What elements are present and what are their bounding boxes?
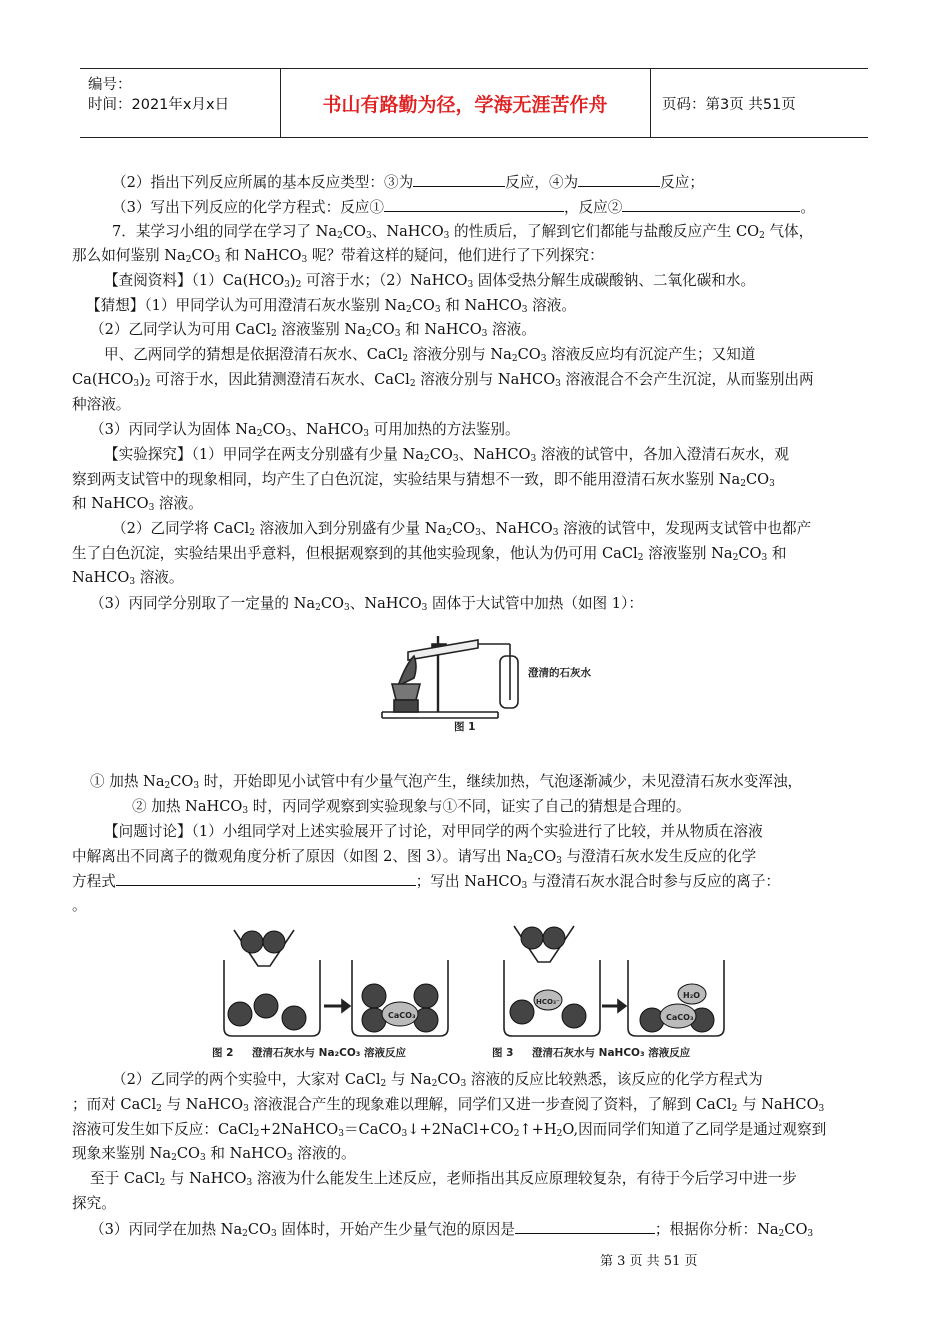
- answer-blank[interactable]: [116, 871, 416, 886]
- text-line: ；而对 CaCl$_2$ 与 NaHCO$_3$ 溶液混合产生的现象难以理解，同学们又进一步查阅了资料，了解到 CaCl$_2$ 与 NaHCO$_3$: [72, 1096, 825, 1114]
- answer-blank[interactable]: [578, 172, 660, 187]
- text-line: 。: [72, 897, 87, 914]
- header-id: 编号：: [88, 77, 132, 93]
- text-line: 至于 CaCl$_2$ 与 NaHCO$_3$ 溶液为什么能发生上述反应，老师指出其反应原理较复杂，有待于今后学习中进一步: [90, 1170, 797, 1188]
- answer-blank[interactable]: [622, 197, 800, 212]
- figure-1-caption: 图 1: [454, 721, 476, 733]
- text-line: （3）丙同学分别取了一定量的 $Na_2CO_3$、NaHCO$_3$ 固体于大试管中加热（如图 1）：: [90, 595, 643, 613]
- text-line: （2）乙同学的两个实验中，大家对 CaCl$_2$ 与 $Na_2CO_3$ 溶液的反应比较熟悉，该反应的化学方程式为: [112, 1071, 763, 1089]
- text-line: $Ca(HCO_3)_2$ 可溶于水，因此猜测澄清石灰水、CaCl$_2$ 溶液分别与 NaHCO$_3$ 溶液混合不会产生沉淀，从而鉴别出两: [72, 371, 814, 389]
- answer-blank[interactable]: [515, 1219, 655, 1234]
- figure-2-microscopic: [212, 920, 472, 1060]
- figure-2-title: 澄清石灰水与 Na₂CO₃ 溶液反应: [252, 1047, 407, 1059]
- answer-blank[interactable]: [384, 197, 564, 212]
- text-line: 【问题讨论】（1）小组同学对上述实验展开了讨论，对甲同学的两个实验进行了比较，并从物质在溶液: [104, 823, 763, 840]
- figure-1-label: 澄清的石灰水: [528, 667, 591, 679]
- text-line: 和 NaHCO$_3$ 溶液。: [72, 495, 203, 513]
- text-line: 7．某学习小组的同学在学习了 $Na_2CO_3$、NaHCO$_3$ 的性质后，了解到它们都能与盐酸反应产生 $CO_2$ 气体，: [112, 223, 814, 241]
- header-meta: [80, 69, 281, 137]
- text-line: NaHCO$_3$ 溶液。: [72, 569, 184, 587]
- text-line: ① 加热 $Na_2CO_3$ 时，开始即见小试管中有少量气泡产生，继续加热，气泡逐渐减少，未见澄清石灰水变浑浊，: [90, 773, 803, 791]
- text-line: （2）乙同学认为可用 CaCl$_2$ 溶液鉴别 $Na_2CO_3$ 和 NaHCO$_3$ 溶液。: [90, 321, 536, 339]
- text-line: 那么如何鉴别 $Na_2CO_3$ 和 NaHCO$_3$ 呢？带着这样的疑问，他们进行了下列探究：: [72, 247, 604, 265]
- text-line: （3）丙同学认为固体 $Na_2CO_3$、NaHCO$_3$ 可用加热的方法鉴别。: [90, 421, 520, 439]
- page-footer: 第 3 页 共 51 页: [600, 1254, 698, 1269]
- text-line: （2）指出下列反应所属的基本反应类型：③为 反应，④为 反应；: [112, 174, 704, 191]
- header-motto: 书山有路勤为径，学海无涯苦作舟: [280, 69, 651, 137]
- particle-label: CaCO₃: [388, 1011, 416, 1020]
- text-line: （3）写出下列反应的化学方程式：反应① ，反应② 。: [112, 199, 815, 216]
- text-line: 种溶液。: [72, 396, 131, 413]
- figure-1-apparatus: [378, 626, 591, 734]
- figure-3-microscopic: [492, 920, 748, 1060]
- particle-label: H₂O: [683, 991, 700, 1000]
- text-line: 溶液可发生如下反应：$CaCl_2+2NaHCO_3=CaCO_3↓+2NaCl+CO_2↑+H_2O$,因而同学们知道了乙同学是通过观察到: [72, 1121, 827, 1139]
- text-line: ② 加热 NaHCO$_3$ 时，丙同学观察到实验现象与①不同，证实了自己的猜想是合理的。: [132, 798, 691, 816]
- text-line: 方程式 ；写出 NaHCO$_3$ 与澄清石灰水混合时参与反应的离子：: [72, 873, 781, 891]
- text-line: （3）丙同学在加热 $Na_2CO_3$ 固体时，开始产生少量气泡的原因是 ；根据你分析：$Na_2CO_3$: [90, 1221, 814, 1239]
- figure-3-title: 澄清石灰水与 NaHCO₃ 溶液反应: [532, 1047, 691, 1059]
- particle-label: HCO₃⁻: [536, 998, 560, 1006]
- text-line: 【查阅资料】$(1)Ca(HCO_3)_2$ 可溶于水；（2）NaHCO$_3$ 固体受热分解生成碳酸钠、二氧化碳和水。: [104, 272, 756, 290]
- figure-2-caption: 图 2: [212, 1047, 234, 1059]
- text-line: 察到两支试管中的现象相同，均产生了白色沉淀，实验结果与猜想不一致，即不能用澄清石灰水鉴别 $Na_2CO_3$: [72, 471, 775, 489]
- text-line: 【实验探究】（1）甲同学在两支分别盛有少量 $Na_2CO_3$、NaHCO$_3$ 溶液的试管中，各加入澄清石灰水，观: [104, 446, 789, 464]
- text-line: （2）乙同学将 CaCl$_2$ 溶液加入到分别盛有少量 $Na_2CO_3$、NaHCO$_3$ 溶液的试管中，发现两支试管中也都产: [112, 520, 812, 538]
- header-time: 时间：2021年x月x日: [88, 97, 230, 113]
- header-page: 页码：第3页 共51页: [662, 96, 796, 113]
- text-line: 中解离出不同离子的微观角度分析了原因（如图 2、图 3）。请写出 $Na_2CO_3$ 与澄清石灰水发生反应的化学: [72, 848, 757, 866]
- page-header: [80, 68, 868, 138]
- text-line: 探究。: [72, 1195, 116, 1212]
- figure-3-caption: 图 3: [492, 1047, 514, 1059]
- text-line: 甲、乙两同学的猜想是依据澄清石灰水、CaCl$_2$ 溶液分别与 $Na_2CO_3$ 溶液反应均有沉淀产生；又知道: [104, 346, 756, 364]
- text-line: 生了白色沉淀，实验结果出乎意料，但根据观察到的其他实验现象，他认为仍可用 CaCl$_2$ 溶液鉴别 $Na_2CO_3$ 和: [72, 545, 787, 563]
- answer-blank[interactable]: [413, 172, 505, 187]
- particle-label: CaCO₃: [666, 1013, 694, 1022]
- text-line: 现象来鉴别 $Na_2CO_3$ 和 NaHCO$_3$ 溶液的。: [72, 1145, 356, 1163]
- text-line: 【猜想】（1）甲同学认为可用澄清石灰水鉴别 $Na_2CO_3$ 和 NaHCO$_3$ 溶液。: [86, 297, 576, 315]
